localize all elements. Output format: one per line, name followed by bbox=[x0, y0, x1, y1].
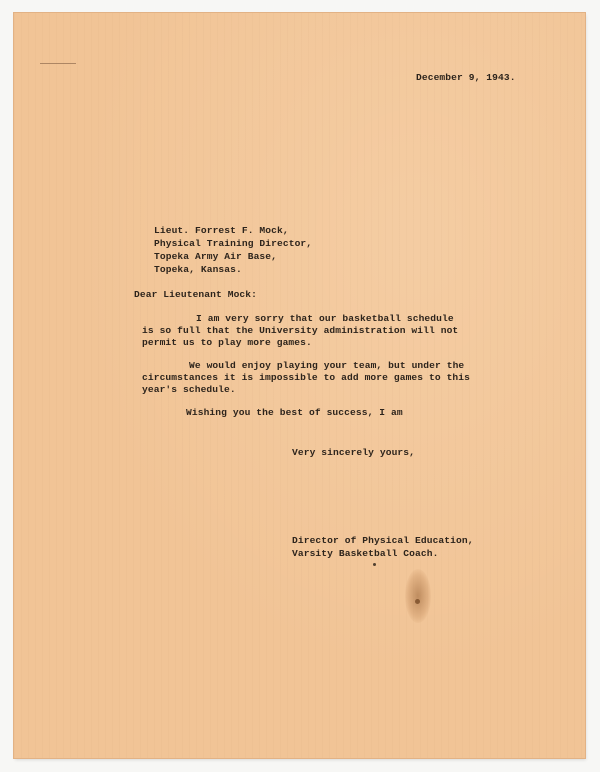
address-line: Topeka, Kansas. bbox=[154, 264, 242, 275]
salutation: Dear Lieutenant Mock: bbox=[134, 289, 258, 300]
complimentary-close: Very sincerely yours, bbox=[292, 447, 416, 458]
signature-line: Director of Physical Education, bbox=[292, 535, 474, 546]
paragraph-line: is so full that the University administration will not bbox=[142, 325, 459, 336]
paragraph-line: We would enjoy playing your team, but under the bbox=[189, 360, 465, 371]
letter-date: December 9, 1943. bbox=[416, 72, 516, 83]
signature-line: Varsity Basketball Coach. bbox=[292, 548, 439, 559]
paper-stain bbox=[405, 569, 431, 623]
stain-center bbox=[415, 599, 420, 604]
letter-page bbox=[14, 13, 585, 758]
address-line: Physical Training Director, bbox=[154, 238, 313, 249]
edge-mark bbox=[40, 63, 76, 64]
paragraph-line: year's schedule. bbox=[142, 384, 236, 395]
address-line: Topeka Army Air Base, bbox=[154, 251, 278, 262]
ink-dot bbox=[373, 563, 376, 566]
paragraph-line: I am very sorry that our basketball schedule bbox=[196, 313, 454, 324]
paragraph-3: Wishing you the best of success, I am bbox=[186, 407, 403, 418]
paragraph-line: circumstances it is impossible to add more games to this bbox=[142, 372, 471, 383]
address-line: Lieut. Forrest F. Mock, bbox=[154, 225, 289, 236]
paragraph-line: permit us to play more games. bbox=[142, 337, 312, 348]
